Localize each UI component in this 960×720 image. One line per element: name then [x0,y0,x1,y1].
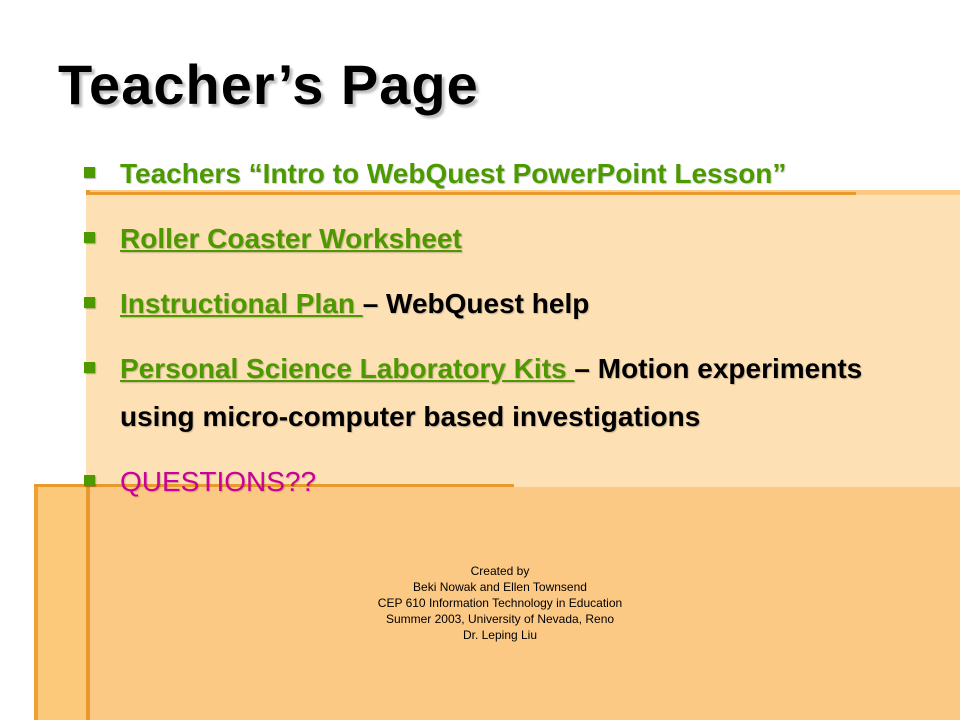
intro-lesson-text: Teachers “Intro to WebQuest PowerPoint Lesson” [120,158,787,189]
bullet-worksheet [84,215,944,263]
instructional-plan-description: – WebQuest help [362,288,590,319]
questions-text: QUESTIONS?? [120,466,317,497]
square-bullet-icon [84,167,95,178]
square-bullet-icon [84,362,95,373]
square-bullet-icon [84,297,95,308]
bullet-intro-lesson [84,150,944,198]
instructional-plan-link[interactable]: Instructional Plan [120,288,363,319]
credits-line: Dr. Leping Liu [462,628,538,642]
roller-coaster-worksheet-link[interactable]: Roller Coaster Worksheet [120,223,462,254]
bullet-science-kits [84,345,944,441]
slide-title: Teacher’s Page [58,53,479,116]
bullet-instructional-plan [84,280,944,328]
credits-line: Beki Nowak and Ellen Townsend [413,580,587,594]
square-bullet-icon [84,232,95,243]
science-lab-kits-description: – Motion experiments using micro-computer based investigations [120,353,863,432]
science-lab-kits-link[interactable]: Personal Science Laboratory Kits [120,353,575,384]
bullet-questions [84,458,944,506]
credits-line: Summer 2003, University of Nevada, Reno [385,612,615,626]
credits-block [280,563,720,643]
square-bullet-icon [84,475,95,486]
credits-line: Created by [470,564,530,578]
credits-line: CEP 610 Information Technology in Education [377,596,623,610]
bullet-list [84,150,944,523]
